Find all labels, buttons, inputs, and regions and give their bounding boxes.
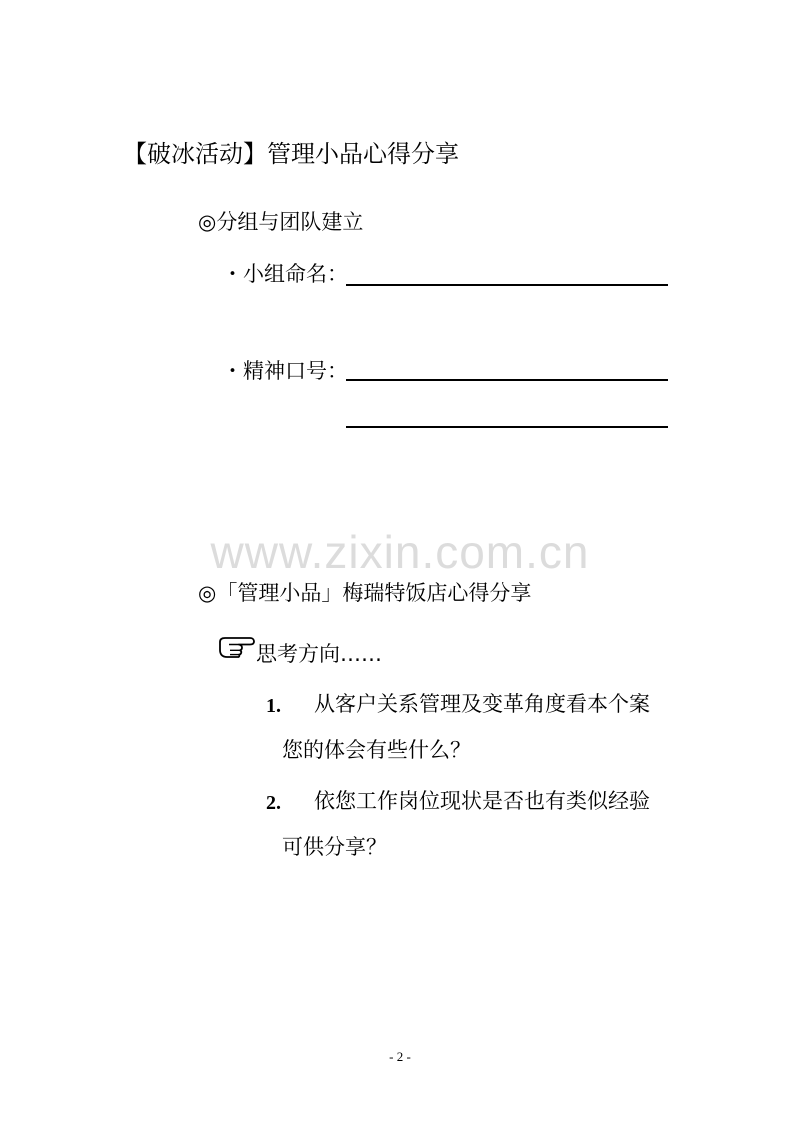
thinking-direction-label: 思考方向…… (256, 642, 382, 666)
section-heading-team: ◎分组与团队建立 (198, 210, 364, 234)
group-name-label: ・小组命名： (222, 262, 348, 286)
question-1-line-2: 您的体会有些什么？ (282, 738, 471, 762)
slogan-label: ・精神口号： (222, 359, 348, 383)
slogan-blank-line-1[interactable] (346, 379, 668, 381)
question-1-number: 1. (266, 695, 281, 717)
page-title: 【破冰活动】管理小品心得分享 (123, 140, 459, 168)
section-heading-case-study: ◎「管理小品」梅瑞特饭店心得分享 (198, 581, 532, 605)
slogan-blank-line-2[interactable] (346, 426, 668, 428)
page-number: - 2 - (389, 1049, 411, 1064)
question-2-line-1: 依您工作岗位现状是否也有类似经验 (314, 789, 650, 813)
group-name-blank-line[interactable] (346, 284, 668, 286)
watermark: www.zixin.com.cn (210, 526, 590, 578)
pointing-hand-icon (217, 634, 257, 658)
question-2-line-2: 可供分享？ (282, 835, 387, 859)
question-2-number: 2. (266, 792, 281, 814)
question-1-line-1: 从客户关系管理及变革角度看本个案 (314, 692, 650, 716)
